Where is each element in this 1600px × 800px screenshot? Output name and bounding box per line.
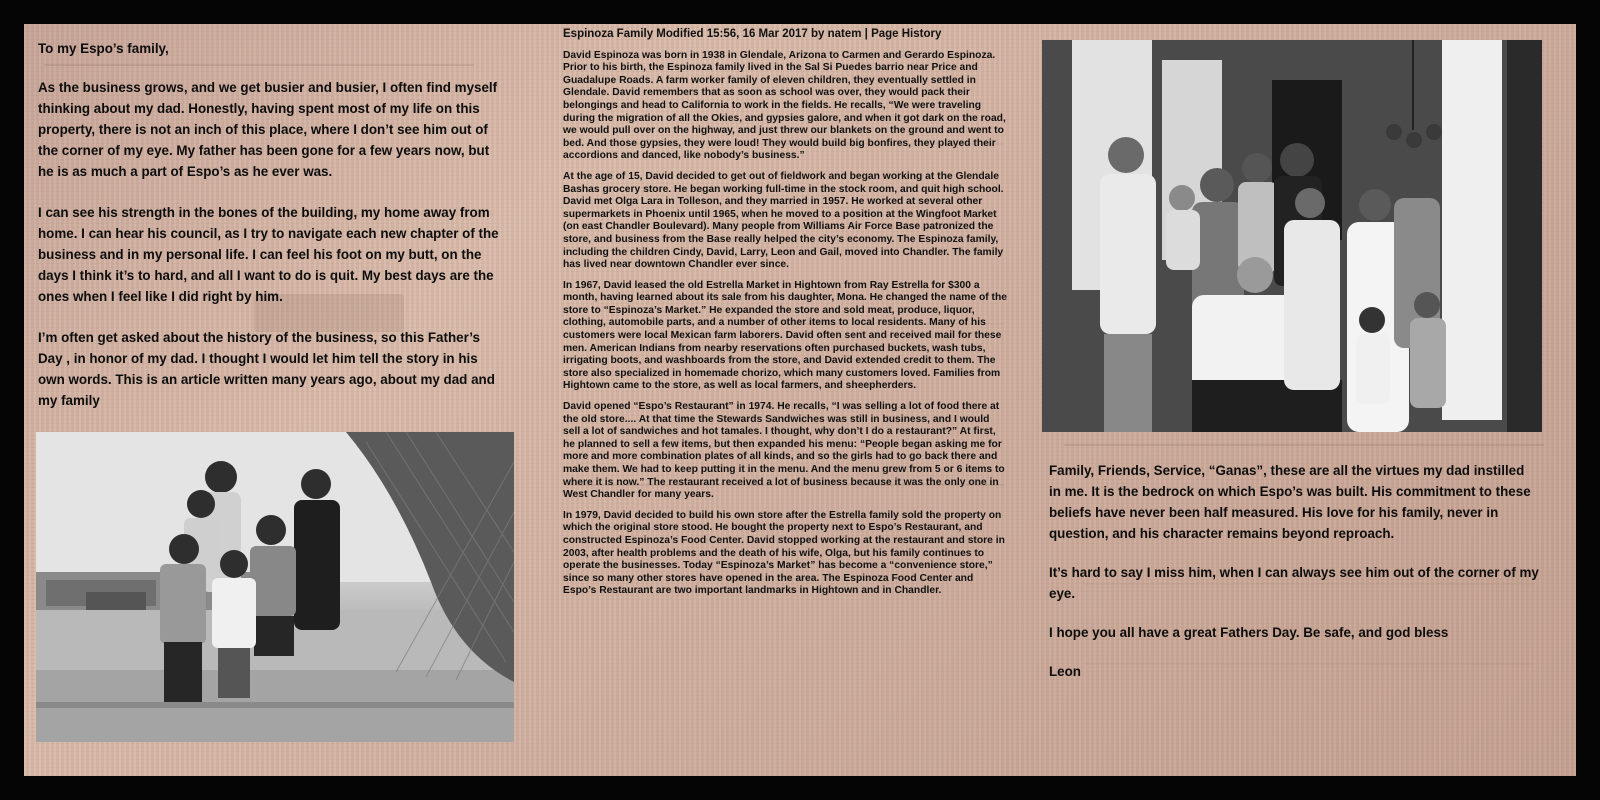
article-paragraph: At the age of 15, David decided to get out of fieldwork and began working at the Glendale Bashas grocery store. He began working full-time in the stock room, and quit high school. David met Olga Lara in Tolleson, and they married in 1957. He worked at several other supermarkets in Phoenix until 1965, when he moved to a position at the Wingfoot Market (on east Chandler Boulevard). Many people from Williams Air Force Base patronized the store, and business from the Base really helped the city’s economy. The Espinoza family, including the children Cindy, David, Larry, Leon and Gail, moved into Chandler. The family has lived near downtown Chandler ever since. [563,170,1004,271]
article-paragraph: David Espinoza was born in 1938 in Glendale, Arizona to Carmen and Gerardo Espinoza. Prior to his birth, the Espinoza family lived in the Sal Si Puedes barrio near Price and Guadalupe Roads. A farm worker family of eleven children, they eventually settled in Glendale. David remembers that as soon as school was over, they would pack their belongings and head to California to work in the fields. He recalls, “We were traveling during the migration of all the Okies, and gypsies galore, and when it got dark on the road, we would pull over on the highway, and just threw our blankets on the ground and went to bed. And those gypsies, they were loud! They would build big bonfires, they played their accordions and danced, like nobody’s business.” [563,49,1006,162]
letter-paragraph: I can see his strength in the bones of the building, my home away from home. I can hear his council, as I try to navigate each new chapter of the business and in my personal life. I can feel his foot on my butt, on the days I think it’s to hard, and all I want to do is quit. My best days are the ones when I feel like I did right by him. [38,205,499,304]
greeting: To my Espo’s family, [38,41,169,56]
closing-paragraph: Family, Friends, Service, “Ganas”, these are all the virtues my dad instilled in me. It is the bedrock on which Espo’s was built. His commitment to these beliefs have never been half measured. His love for his family, never in question, and his character remains beyond reproach. [1049,463,1531,541]
letter-closing [1049,460,1539,700]
article-header: Espinoza Family Modified 15:56, 16 Mar 2017 by natem | Page History [563,28,942,40]
article-paragraph: In 1979, David decided to build his own store after the Estrella family sold the property on which the original store stood. He bought the property next to Espo’s Restaurant, and constructed Espinoza’s Food Center. David stopped working at the restaurant and store in 2003, after health problems and the death of his wife, Olga, but his family continues to operate the businesses. Today “Espinoza’s Market” has become a “convenience store,” since so many other stores have opened in the area. The Espinoza Food Center and Espo’s Restaurant are two important landmarks in Hightown and in Chandler. [563,509,1005,597]
family-photo-vintage [36,432,514,742]
article-column [563,28,1009,606]
letter-paragraph: I’m often get asked about the history of the business, so this Father’s Day , in honor of my dad. I thought I would let him tell the story in his own words. This is an article written many years ago, about my dad and my family [38,330,495,408]
article-paragraph: In 1967, David leased the old Estrella Market in Hightown from Ray Estrella for $300 a month, having learned about its sale from his daughter, Mona. He changed the name of the store to “Espinoza’s Market.” He expanded the store and sold meat, produce, liquor, clothing, automobile parts, and a number of other items to local residents. Many of his customers were local Mexican farm laborers. David often sent and received mail for these men. American Indians from nearby reservations often purchased buckets, wash tubs, irrigating boots, and washboards from the store, and David extended credit to them. The store also specialized in homemade chorizo, which many customers loved. Families from Hightown came to the store, as well as local farmers, and sheepherders. [563,279,1007,392]
family-photo-recent [1042,40,1542,432]
closing-paragraph: I hope you all have a great Fathers Day. Be safe, and god bless [1049,625,1449,640]
article-paragraph: David opened “Espo’s Restaurant” in 1974. He recalls, “I was selling a lot of food there at the old store.... At that time the Stewards Sandwiches was still in business, and I would sell a lot of sandwiches and hot tamales. I thought, why don’t I do a restaurant?” At first, he planned to sell a few items, but then expanded his menu: “People began asking me for more and more combination plates of all kinds, and so the girls had to go back there and make them. We had to keep putting it in the menu. And the menu grew from 5 or 6 items to where it is now.” The restaurant received a lot of business because it was the only one in West Chandler for many years. [563,401,1005,501]
letter-intro [38,38,508,431]
signature: Leon [1049,664,1081,679]
letter-paragraph: As the business grows, and we get busier and busier, I often find myself thinking about my dad. Honestly, having spent most of my life on this property, there is not an inch of this place, where I don’t see him out of the corner of my eye. My father has been gone for a few years now, but he is as much a part of Espo’s as he ever was. [38,80,498,179]
closing-paragraph: It’s hard to say I miss him, when I can always see him out of the corner of my eye. [1049,565,1539,601]
scrapbook-page [24,24,1576,776]
